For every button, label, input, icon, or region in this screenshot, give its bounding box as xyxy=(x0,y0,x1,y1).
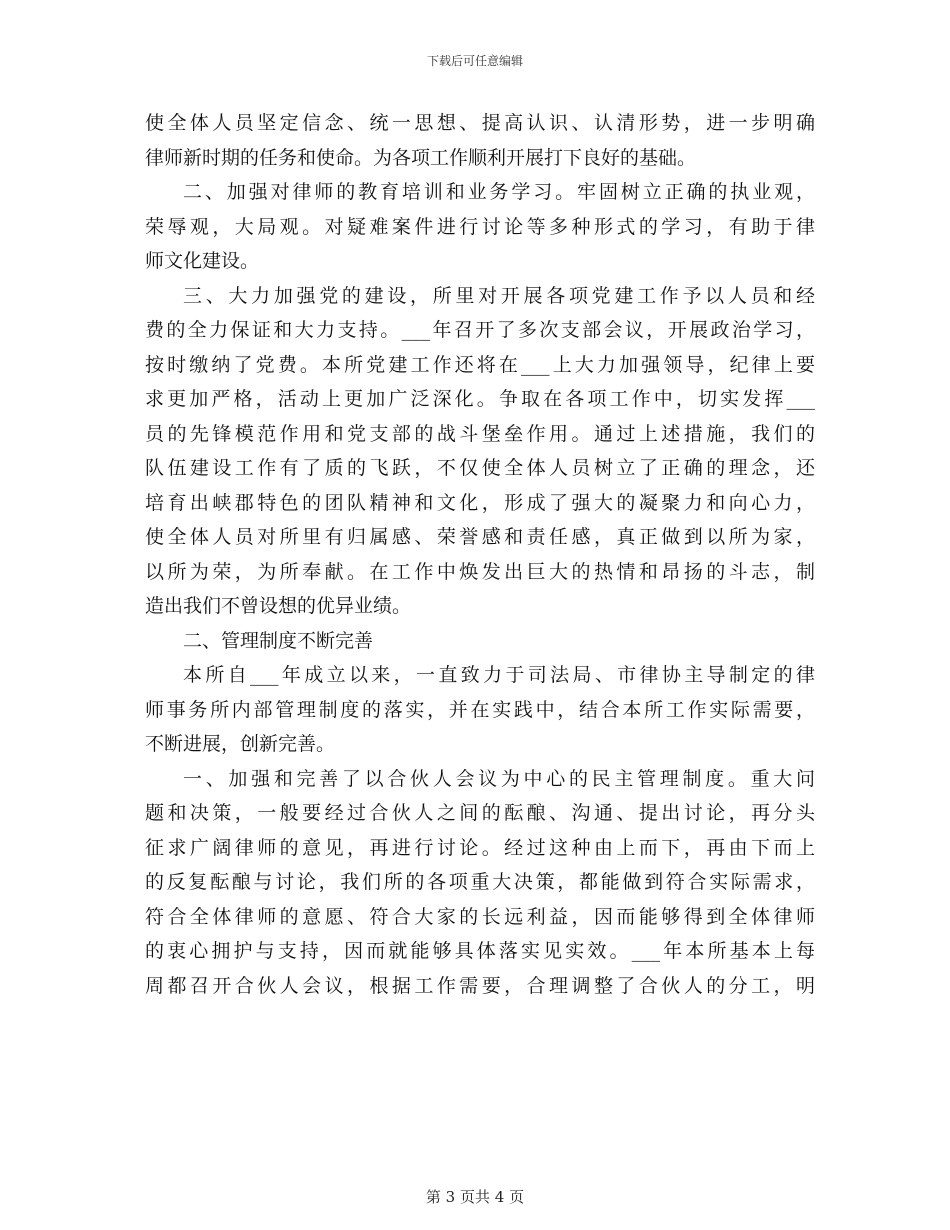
text-line: 按时缴纳了党费。本所党建工作还将在___上大力加强领导，纪律上要 xyxy=(145,353,815,376)
text-line: 队伍建设工作有了质的飞跃，不仅使全体人员树立了正确的理念，还 xyxy=(145,457,815,479)
text-line: 费的全力保证和大力支持。___年召开了多次支部会议，开展政治学习， xyxy=(145,319,815,341)
text-line: 符合全体律师的意愿、符合大家的长远利益，因而能够得到全体律师 xyxy=(145,905,815,928)
text-line: 本所自___年成立以来，一直致力于司法局、市律协主导制定的律 xyxy=(183,664,815,686)
text-line: 师文化建设。 xyxy=(145,250,260,272)
text-line: 不断进展，创新完善。 xyxy=(145,733,336,755)
text-line: 题和决策，一般要经过合伙人之间的酝酿、沟通、提出讨论，再分头 xyxy=(145,802,815,824)
text-line: 造出我们不曾设想的优异业绩。 xyxy=(145,595,412,617)
body-text xyxy=(145,106,815,1003)
text-line: 员的先锋模范作用和党支部的战斗堡垒作用。通过上述措施，我们的 xyxy=(145,422,815,445)
text-line: 培育出峡郡特色的团队精神和文化，形成了强大的凝聚力和向心力， xyxy=(145,491,815,514)
header-note: 下载后可任意编辑 xyxy=(426,54,523,68)
text-line: 师事务所内部管理制度的落实，并在实践中，结合本所工作实际需要， xyxy=(145,698,815,721)
text-line: 的反复酝酿与讨论，我们所的各项重大决策，都能做到符合实际需求， xyxy=(145,871,815,893)
text-line: 的衷心拥护与支持，因而就能够具体落实见实效。___年本所基本上每 xyxy=(145,940,815,962)
text-line: 以所为荣，为所奉献。在工作中焕发出巨大的热情和昂扬的斗志，制 xyxy=(145,560,815,583)
text-line: 三、大力加强党的建设，所里对开展各项党建工作予以人员和经 xyxy=(183,284,815,307)
text-line: 使全体人员对所里有归属感、荣誉感和责任感，真正做到以所为家， xyxy=(145,526,815,548)
text-line: 求更加严格，活动上更加广泛深化。争取在各项工作中，切实发挥___ xyxy=(145,388,815,410)
text-line: 荣辱观，大局观。对疑难案件进行讨论等多种形式的学习，有助于律 xyxy=(145,215,815,238)
page-number: 第 3 页共 4 页 xyxy=(425,1188,525,1206)
text-line: 一、加强和完善了以合伙人会议为中心的民主管理制度。重大问 xyxy=(183,767,815,790)
text-line: 使全体人员坚定信念、统一思想、提高认识、认清形势，进一步明确 xyxy=(145,112,815,134)
text-line: 征求广阔律师的意见，再进行讨论。经过这种由上而下，再由下而上 xyxy=(145,836,815,859)
text-line: 律师新时期的任务和使命。为各项工作顺利开展打下良好的基础。 xyxy=(145,146,697,169)
text-line: 二、管理制度不断完善 xyxy=(183,629,374,652)
text-line: 周都召开合伙人会议，根据工作需要，合理调整了合伙人的分工，明 xyxy=(145,974,815,997)
text-line: 二、加强对律师的教育培训和业务学习。牢固树立正确的执业观， xyxy=(183,181,815,203)
